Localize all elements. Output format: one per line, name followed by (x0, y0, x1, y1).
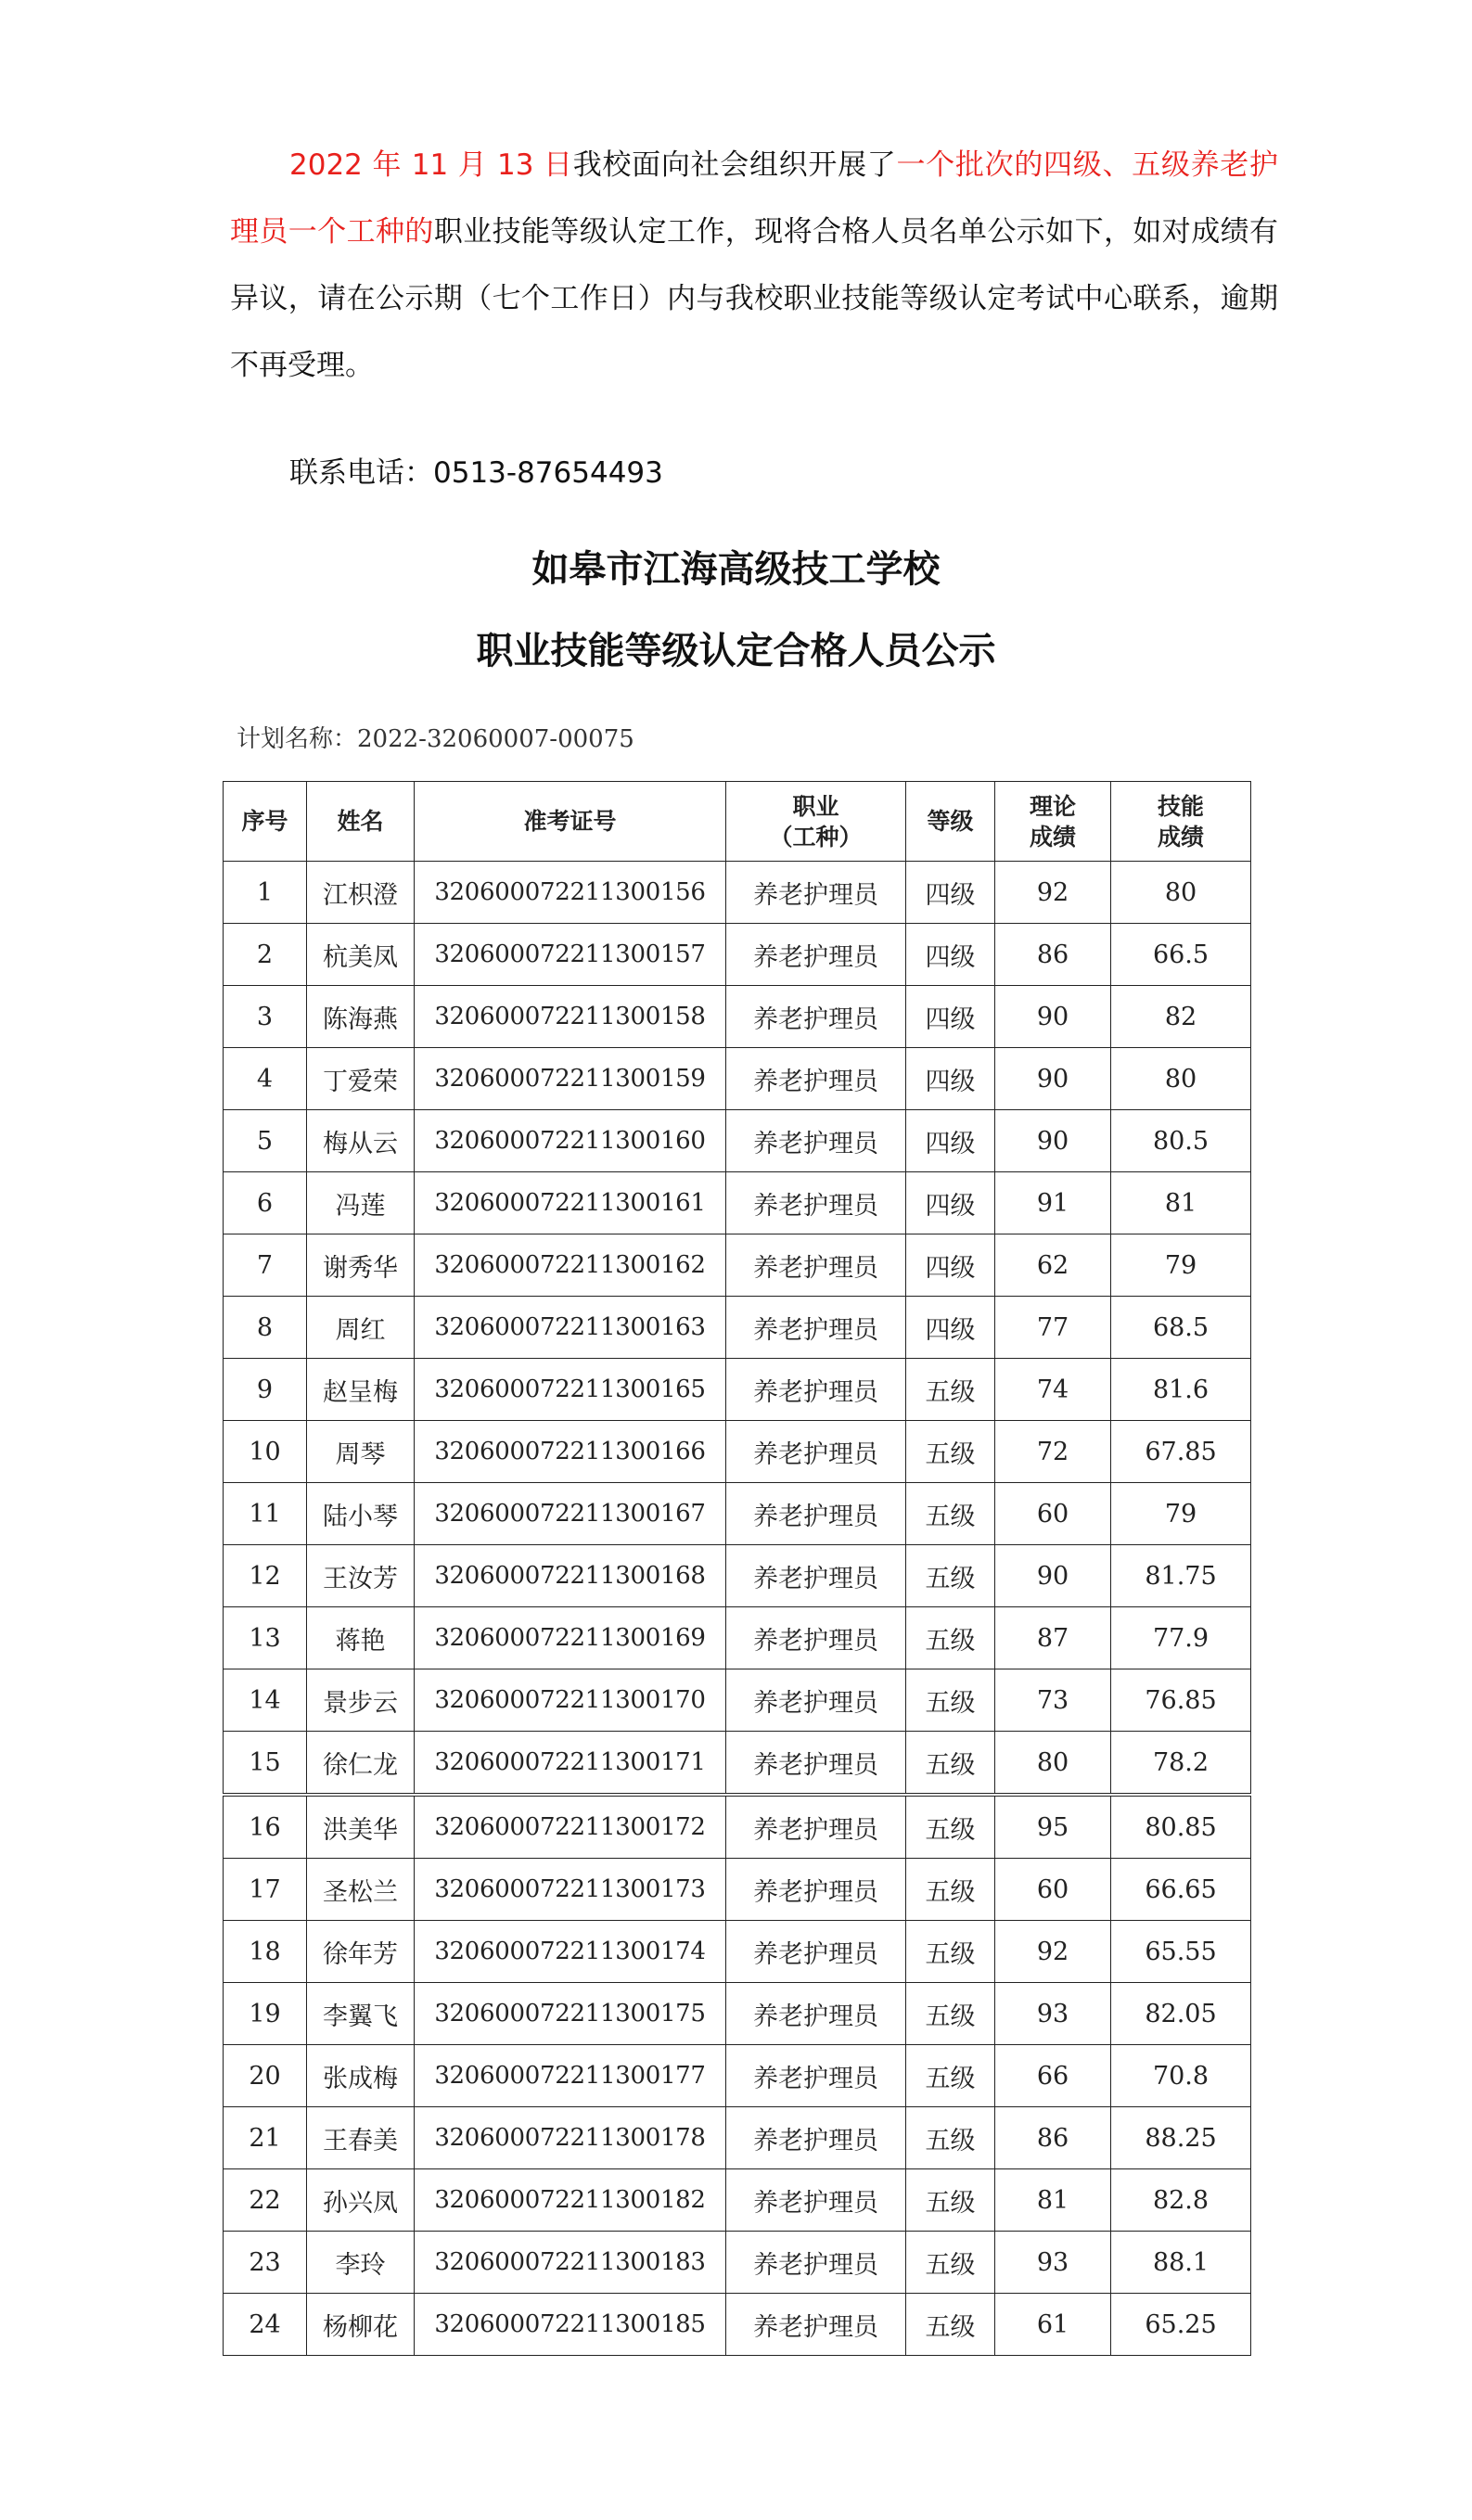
cell-level: 四级 (906, 862, 995, 924)
cell-name: 陈海燕 (307, 986, 415, 1048)
cell-job: 养老护理员 (726, 1234, 906, 1297)
cell-skill: 70.8 (1111, 2045, 1251, 2107)
cell-job: 养老护理员 (726, 1048, 906, 1110)
cell-level: 四级 (906, 1297, 995, 1359)
cell-exam-id: 320600072211300158 (415, 986, 726, 1048)
notice-title: 职业技能等级认定合格人员公示 (476, 630, 996, 672)
cell-job: 养老护理员 (726, 2107, 906, 2169)
cell-job: 养老护理员 (726, 1795, 906, 1859)
cell-exam-id: 320600072211300178 (415, 2107, 726, 2169)
cell-name: 王汝芳 (307, 1545, 415, 1607)
table-row (224, 862, 1251, 924)
cell-theory: 61 (995, 2294, 1111, 2356)
cell-level: 五级 (906, 1421, 995, 1483)
cell-theory: 90 (995, 1048, 1111, 1110)
cell-skill: 80.5 (1111, 1110, 1251, 1172)
table-row (224, 924, 1251, 986)
table-row (224, 1983, 1251, 2045)
cell-exam-id: 320600072211300160 (415, 1110, 726, 1172)
cell-name: 圣松兰 (307, 1859, 415, 1921)
school-title: 如皋市江海高级技工学校 (531, 548, 941, 591)
cell-theory: 72 (995, 1421, 1111, 1483)
cell-skill: 88.1 (1111, 2232, 1251, 2294)
cell-skill: 82.8 (1111, 2169, 1251, 2232)
cell-job: 养老护理员 (726, 1921, 906, 1983)
cell-exam-id: 320600072211300183 (415, 2232, 726, 2294)
roster-table (223, 781, 1251, 2356)
cell-level: 四级 (906, 1234, 995, 1297)
cell-seq: 5 (224, 1110, 307, 1172)
cell-exam-id: 320600072211300168 (415, 1545, 726, 1607)
cell-seq: 15 (224, 1732, 307, 1796)
table-row (224, 1234, 1251, 1297)
cell-name: 周琴 (307, 1421, 415, 1483)
cell-skill: 80 (1111, 862, 1251, 924)
cell-theory: 62 (995, 1234, 1111, 1297)
table-row (224, 1110, 1251, 1172)
header-job-line2: （工种） (769, 823, 863, 851)
cell-theory: 93 (995, 1983, 1111, 2045)
header-job-line1: 职业 (792, 792, 839, 820)
cell-name: 李玲 (307, 2232, 415, 2294)
cell-job: 养老护理员 (726, 1983, 906, 2045)
cell-theory: 60 (995, 1859, 1111, 1921)
cell-exam-id: 320600072211300162 (415, 1234, 726, 1297)
cell-job: 养老护理员 (726, 1859, 906, 1921)
cell-job: 养老护理员 (726, 1110, 906, 1172)
cell-job: 养老护理员 (726, 2045, 906, 2107)
cell-skill: 79 (1111, 1234, 1251, 1297)
cell-skill: 65.55 (1111, 1921, 1251, 1983)
header-theory (995, 782, 1111, 862)
cell-seq: 13 (224, 1607, 307, 1669)
cell-theory: 90 (995, 986, 1111, 1048)
cell-skill: 78.2 (1111, 1732, 1251, 1796)
cell-skill: 80 (1111, 1048, 1251, 1110)
cell-skill: 65.25 (1111, 2294, 1251, 2356)
cell-name: 孙兴凤 (307, 2169, 415, 2232)
cell-name: 陆小琴 (307, 1483, 415, 1545)
cell-name: 李翼飞 (307, 1983, 415, 2045)
table-row (224, 1048, 1251, 1110)
cell-level: 五级 (906, 1795, 995, 1859)
cell-job: 养老护理员 (726, 1359, 906, 1421)
cell-theory: 66 (995, 2045, 1111, 2107)
cell-level: 五级 (906, 1983, 995, 2045)
header-seq: 序号 (224, 782, 307, 862)
cell-seq: 24 (224, 2294, 307, 2356)
table-row (224, 1421, 1251, 1483)
header-job (726, 782, 906, 862)
plan-name (237, 720, 634, 754)
cell-skill: 76.85 (1111, 1669, 1251, 1732)
table-row (224, 2169, 1251, 2232)
cell-level: 四级 (906, 1110, 995, 1172)
cell-seq: 18 (224, 1921, 307, 1983)
cell-exam-id: 320600072211300161 (415, 1172, 726, 1234)
cell-theory: 90 (995, 1545, 1111, 1607)
table-row (224, 1172, 1251, 1234)
cell-exam-id: 320600072211300167 (415, 1483, 726, 1545)
cell-job: 养老护理员 (726, 1607, 906, 1669)
cell-skill: 79 (1111, 1483, 1251, 1545)
cell-seq: 19 (224, 1983, 307, 2045)
cell-name: 江枳澄 (307, 862, 415, 924)
cell-theory: 73 (995, 1669, 1111, 1732)
plan-code: 2022-32060007-00075 (357, 725, 634, 753)
cell-exam-id: 320600072211300182 (415, 2169, 726, 2232)
header-theory-line1: 理论 (1029, 792, 1076, 820)
table-row (224, 2107, 1251, 2169)
cell-exam-id: 320600072211300170 (415, 1669, 726, 1732)
cell-exam-id: 320600072211300171 (415, 1732, 726, 1796)
cell-exam-id: 320600072211300185 (415, 2294, 726, 2356)
cell-exam-id: 320600072211300172 (415, 1795, 726, 1859)
table-row (224, 2232, 1251, 2294)
cell-theory: 92 (995, 862, 1111, 924)
table-row (224, 2045, 1251, 2107)
cell-seq: 20 (224, 2045, 307, 2107)
cell-theory: 74 (995, 1359, 1111, 1421)
cell-level: 四级 (906, 986, 995, 1048)
cell-theory: 93 (995, 2232, 1111, 2294)
cell-seq: 21 (224, 2107, 307, 2169)
cell-skill: 66.65 (1111, 1859, 1251, 1921)
cell-name: 杭美凤 (307, 924, 415, 986)
cell-theory: 80 (995, 1732, 1111, 1796)
cell-exam-id: 320600072211300174 (415, 1921, 726, 1983)
cell-job: 养老护理员 (726, 2232, 906, 2294)
cell-name: 王春美 (307, 2107, 415, 2169)
cell-level: 四级 (906, 924, 995, 986)
contact-line (289, 449, 663, 491)
cell-seq: 4 (224, 1048, 307, 1110)
cell-skill: 81 (1111, 1172, 1251, 1234)
cell-exam-id: 320600072211300165 (415, 1359, 726, 1421)
cell-level: 五级 (906, 1859, 995, 1921)
table-row (224, 986, 1251, 1048)
contact-label: 联系电话： (289, 456, 433, 490)
table-row (224, 1732, 1251, 1796)
header-skill (1111, 782, 1251, 862)
cell-level: 四级 (906, 1172, 995, 1234)
cell-theory: 86 (995, 924, 1111, 986)
table-row (224, 1795, 1251, 1859)
header-level: 等级 (906, 782, 995, 862)
cell-skill: 80.85 (1111, 1795, 1251, 1859)
cell-seq: 9 (224, 1359, 307, 1421)
cell-name: 蒋艳 (307, 1607, 415, 1669)
cell-name: 周红 (307, 1297, 415, 1359)
cell-seq: 11 (224, 1483, 307, 1545)
cell-exam-id: 320600072211300163 (415, 1297, 726, 1359)
cell-job: 养老护理员 (726, 862, 906, 924)
table-row (224, 1859, 1251, 1921)
cell-seq: 6 (224, 1172, 307, 1234)
cell-job: 养老护理员 (726, 1172, 906, 1234)
cell-theory: 95 (995, 1795, 1111, 1859)
cell-exam-id: 320600072211300175 (415, 1983, 726, 2045)
cell-job: 养老护理员 (726, 986, 906, 1048)
cell-skill: 67.85 (1111, 1421, 1251, 1483)
cell-level: 五级 (906, 1483, 995, 1545)
cell-skill: 82.05 (1111, 1983, 1251, 2045)
cell-theory: 77 (995, 1297, 1111, 1359)
cell-skill: 81.75 (1111, 1545, 1251, 1607)
cell-seq: 10 (224, 1421, 307, 1483)
cell-job: 养老护理员 (726, 1669, 906, 1732)
table-row (224, 1359, 1251, 1421)
cell-exam-id: 320600072211300157 (415, 924, 726, 986)
cell-seq: 8 (224, 1297, 307, 1359)
table-row (224, 1297, 1251, 1359)
table-row (224, 1545, 1251, 1607)
cell-seq: 23 (224, 2232, 307, 2294)
cell-theory: 81 (995, 2169, 1111, 2232)
table-row (224, 1921, 1251, 1983)
cell-skill: 88.25 (1111, 2107, 1251, 2169)
cell-skill: 66.5 (1111, 924, 1251, 986)
cell-name: 赵呈梅 (307, 1359, 415, 1421)
cell-seq: 22 (224, 2169, 307, 2232)
cell-theory: 92 (995, 1921, 1111, 1983)
notice-text-1: 我校面向社会组织开展了 (572, 148, 897, 182)
cell-seq: 12 (224, 1545, 307, 1607)
cell-level: 五级 (906, 2107, 995, 2169)
cell-name: 梅从云 (307, 1110, 415, 1172)
cell-exam-id: 320600072211300156 (415, 862, 726, 924)
cell-exam-id: 320600072211300173 (415, 1859, 726, 1921)
cell-level: 五级 (906, 2045, 995, 2107)
cell-name: 谢秀华 (307, 1234, 415, 1297)
cell-exam-id: 320600072211300159 (415, 1048, 726, 1110)
cell-name: 洪美华 (307, 1795, 415, 1859)
cell-skill: 68.5 (1111, 1297, 1251, 1359)
cell-job: 养老护理员 (726, 2169, 906, 2232)
cell-seq: 7 (224, 1234, 307, 1297)
cell-level: 五级 (906, 1732, 995, 1796)
cell-job: 养老护理员 (726, 1483, 906, 1545)
cell-name: 张成梅 (307, 2045, 415, 2107)
cell-exam-id: 320600072211300177 (415, 2045, 726, 2107)
header-exam-id: 准考证号 (415, 782, 726, 862)
cell-name: 杨柳花 (307, 2294, 415, 2356)
cell-job: 养老护理员 (726, 924, 906, 986)
cell-theory: 91 (995, 1172, 1111, 1234)
cell-seq: 16 (224, 1795, 307, 1859)
cell-level: 五级 (906, 2294, 995, 2356)
header-name: 姓名 (307, 782, 415, 862)
cell-job: 养老护理员 (726, 2294, 906, 2356)
cell-theory: 90 (995, 1110, 1111, 1172)
table-row (224, 1483, 1251, 1545)
cell-level: 五级 (906, 1921, 995, 1983)
cell-level: 四级 (906, 1048, 995, 1110)
cell-skill: 81.6 (1111, 1359, 1251, 1421)
cell-job: 养老护理员 (726, 1732, 906, 1796)
header-skill-line1: 技能 (1157, 792, 1204, 820)
cell-exam-id: 320600072211300166 (415, 1421, 726, 1483)
notice-scope: 一个批次的四级、五级养老护理员一个工种的 (230, 148, 1279, 249)
cell-level: 五级 (906, 1607, 995, 1669)
table-row (224, 1607, 1251, 1669)
cell-level: 五级 (906, 1359, 995, 1421)
cell-name: 丁爱荣 (307, 1048, 415, 1110)
cell-name: 徐仁龙 (307, 1732, 415, 1796)
cell-seq: 1 (224, 862, 307, 924)
cell-level: 五级 (906, 2232, 995, 2294)
cell-name: 冯莲 (307, 1172, 415, 1234)
cell-exam-id: 320600072211300169 (415, 1607, 726, 1669)
cell-level: 五级 (906, 2169, 995, 2232)
cell-seq: 2 (224, 924, 307, 986)
header-theory-line2: 成绩 (1029, 823, 1076, 851)
plan-label: 计划名称： (237, 725, 358, 753)
notice-paragraph (230, 132, 1278, 399)
cell-seq: 3 (224, 986, 307, 1048)
cell-job: 养老护理员 (726, 1421, 906, 1483)
cell-job: 养老护理员 (726, 1545, 906, 1607)
cell-theory: 87 (995, 1607, 1111, 1669)
notice-text-2: 职业技能等级认定工作，现将合格人员名单公示如下，如对成绩有异议，请在公示期（七个工作日）内与我校职业技能等级认定考试中心联系，逾期不再受理。 (230, 215, 1279, 382)
cell-skill: 82 (1111, 986, 1251, 1048)
table-row (224, 2294, 1251, 2356)
header-skill-line2: 成绩 (1157, 823, 1204, 851)
table-header-row (224, 782, 1251, 862)
cell-skill: 77.9 (1111, 1607, 1251, 1669)
cell-level: 五级 (906, 1669, 995, 1732)
cell-job: 养老护理员 (726, 1297, 906, 1359)
cell-level: 五级 (906, 1545, 995, 1607)
cell-name: 景步云 (307, 1669, 415, 1732)
table-row (224, 1669, 1251, 1732)
cell-name: 徐年芳 (307, 1921, 415, 1983)
contact-phone: 0513-87654493 (433, 456, 663, 490)
cell-theory: 60 (995, 1483, 1111, 1545)
cell-theory: 86 (995, 2107, 1111, 2169)
notice-date: 2022 年 11 月 13 日 (289, 148, 573, 182)
cell-seq: 14 (224, 1669, 307, 1732)
cell-seq: 17 (224, 1859, 307, 1921)
